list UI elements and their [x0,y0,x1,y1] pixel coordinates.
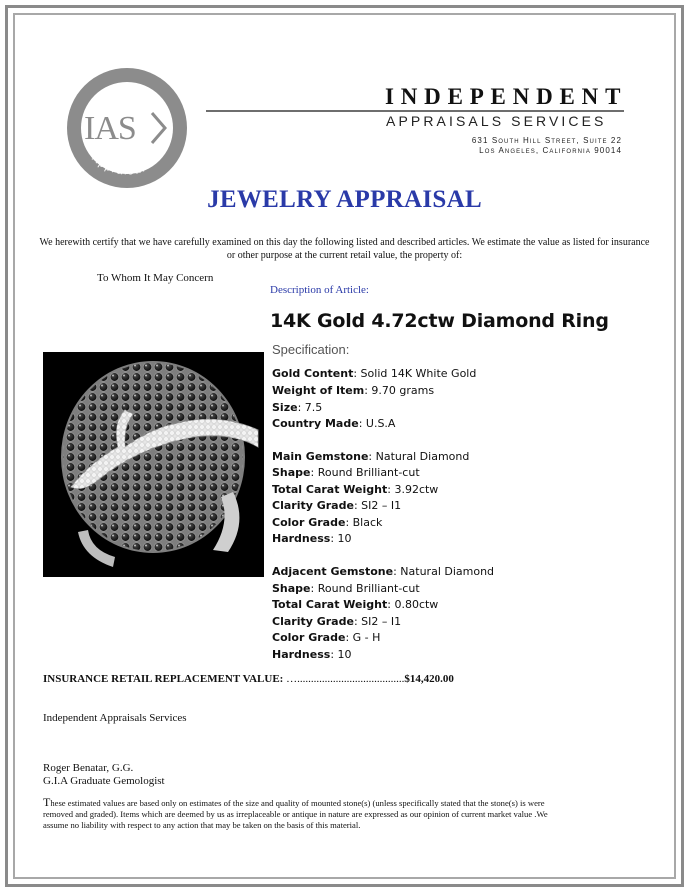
ias-logo-icon [62,63,192,193]
spec-main-carat: Total Carat Weight: 3.92ctw [272,483,439,496]
certification-text: We herewith certify that we have carefully examined on this day the following listed and described articles. We estimate the value as listed for insurance or other purpose at the current retail value, the property of: [39,237,650,261]
insurance-dots: …....................................... [286,673,405,685]
disclaimer-text: hese estimated values are based only on estimates of the size and quality of mounted stone(s) (unless specifically stated that the stone(s) is were removed and graded). Items which are deemed by us as irreplaceable or antique in nature are expressed as our opinion of current market value .We assume no liability with respect to any action that may be taken on the basis of this material. [43,798,548,830]
company-signature: Independent Appraisals Services [43,712,187,724]
insurance-value: $14,420.00 [404,673,454,685]
document-title: JEWELRY APPRAISAL [207,186,482,213]
spec-gold-content: Gold Content: Solid 14K White Gold [272,367,477,380]
spec-main-hardness: Hardness: 10 [272,532,352,545]
signer-name: Roger Benatar, G.G. [43,762,134,774]
spec-adjacent-clarity: Clarity Grade: SI2 – I1 [272,615,402,628]
spec-country: Country Made: U.S.A [272,417,396,430]
spec-adjacent-shape: Shape: Round Brilliant-cut [272,582,420,595]
header-divider [206,110,624,112]
disclaimer-first-letter: T [43,795,51,809]
insurance-value-line [43,673,454,685]
spec-size: Size: 7.5 [272,401,323,414]
product-title: 14K Gold 4.72ctw Diamond Ring [270,310,609,332]
signer-title: G.I.A Graduate Gemologist [43,775,165,787]
recipient: To Whom It May Concern [97,272,214,284]
disclaimer [43,797,573,831]
company-name: INDEPENDENT [385,84,628,109]
company-subtitle: APPRAISALS SERVICES [386,113,607,129]
address-line-2: Los Angeles, California 90014 [479,146,622,155]
specification-label: Specification: [272,342,350,357]
address-line-1: 631 South Hill Street, Suite 22 [471,136,622,145]
spec-adjacent-gemstone: Adjacent Gemstone: Natural Diamond [272,565,495,578]
spec-main-clarity: Clarity Grade: SI2 – I1 [272,499,402,512]
insurance-label: INSURANCE RETAIL REPLACEMENT VALUE: [43,673,284,685]
spec-adjacent-carat: Total Carat Weight: 0.80ctw [272,598,439,611]
ring-photo [43,352,264,577]
spec-adjacent-hardness: Hardness: 10 [272,648,352,661]
description-label: Description of Article: [270,284,369,296]
spec-main-shape: Shape: Round Brilliant-cut [272,466,420,479]
signer-block [43,762,165,788]
ring-image-icon [43,352,264,577]
logo-ring-text: Appraisal [89,153,148,178]
logo-letters: IAS [84,110,136,147]
spec-adjacent-color: Color Grade: G - H [272,631,381,644]
spec-main-gemstone: Main Gemstone: Natural Diamond [272,450,470,463]
spec-main-color: Color Grade: Black [272,516,383,529]
spec-weight: Weight of Item: 9.70 grams [272,384,435,397]
